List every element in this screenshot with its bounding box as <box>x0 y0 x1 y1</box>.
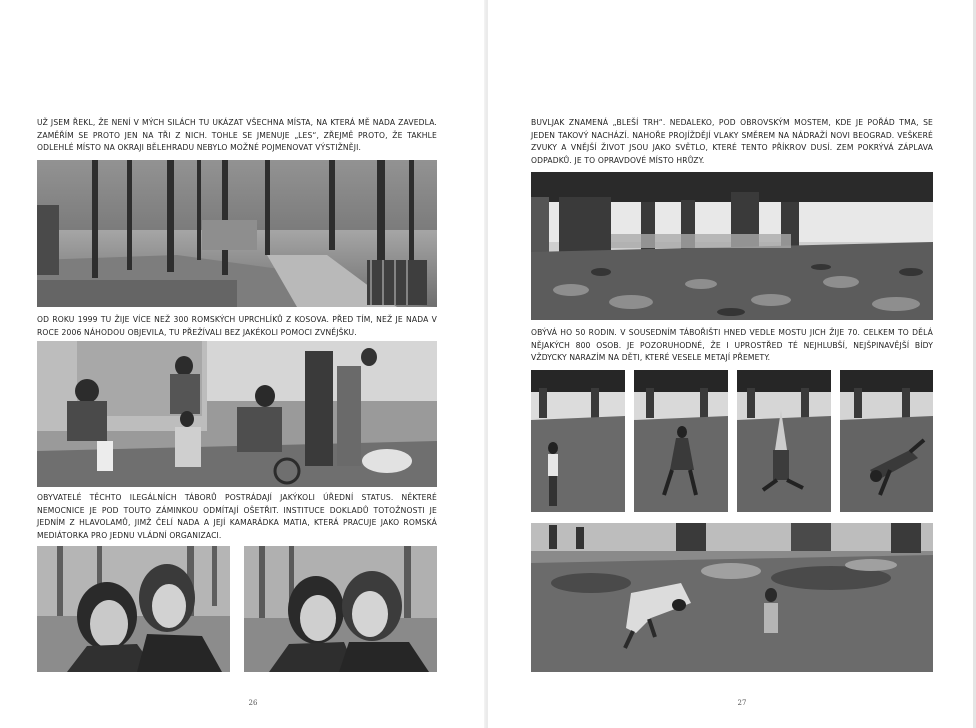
left-page-number: 26 <box>248 699 258 707</box>
right-page <box>488 0 976 728</box>
children-cartwheel-photo <box>531 523 933 672</box>
right-page-number: 27 <box>737 699 747 707</box>
family-outdoors-photo <box>37 341 437 487</box>
women-portrait-photo-2 <box>244 546 437 672</box>
cartwheel-frame-4 <box>840 370 933 512</box>
left-paragraph-3: OBYVATELÉ TĚCHTO ILEGÁLNÍCH TÁBORŮ POSTRÁDAJÍ JAKÝKOLI ÚŘEDNÍ STATUS. NĚKTERÉ NEMOCNICE JE POD TOUTO ZÁMINKOU ODMÍTAJÍ OŠETŘIT. INSTITUCE DOKLADŮ TOTOŽNOSTI JE JEDNÍM Z HLAVOLAMŮ, JIMŽ ČELÍ NADA A JEJÍ KAMARÁDKA MATIA, KTERÁ PRACUJE JAKO ROMSKÁ MEDIÁTORKA PRO JEDNU VLÁDNÍ ORGANIZACI. <box>37 493 437 540</box>
women-portrait-photo-1 <box>37 546 230 672</box>
left-page <box>0 0 486 728</box>
left-paragraph-2: OD ROKU 1999 TU ŽIJE VÍCE NEŽ 300 ROMSKÝCH UPRCHLÍKŮ Z KOSOVA. PŘED TÍM, NEŽ JE NADA V ROCE 2006 NÁHODOU OBJEVILA, TU PŘEŽÍVALI BEZ JAKÉKOLI POMOCI ZVNĚJŠKU. <box>37 315 437 337</box>
cartwheel-frame-1 <box>531 370 625 512</box>
bridge-dump-photo <box>531 172 933 320</box>
right-paragraph-2: OBÝVÁ HO 50 RODIN. V SOUSEDNÍM TÁBOŘIŠTI HNED VEDLE MOSTU JICH ŽIJE 70. CELKEM TO DĚLÁ NĚJAKÝCH 800 OSOB. JE POZORUHODNÉ, ŽE I UPROSTŘED TÉ NEJHLUBŠÍ, NEJŠPINAVĚJŠÍ BÍDY VŽDYCKY NARAZÍM NA DĚTI, KTERÉ VESELE METAJÍ PŘEMETY. <box>531 328 933 363</box>
right-paragraph-1: BUVLJAK ZNAMENÁ „BLEŠÍ TRH“. NEDALEKO, POD OBROVSKÝM MOSTEM, KDE JE POŘÁD TMA, SE JEDEN TAKOVÝ NACHÁZÍ. NAHOŘE PROJÍŽDĚJÍ VLAKY SMĚREM NA NÁDRAŽÍ NOVI BEOGRAD. VEŠKERÉ ZVUKY A VNĚJŠÍ ŽIVOT JSOU JAKO SVĚTLO, KTERÉ TENTO PŘÍKROV DUSÍ. ZEM POKRÝVÁ ZÁPLAVA ODPADKŮ. JE TO OPRAVDOVÉ MÍSTO HRŮZY. <box>531 118 933 165</box>
cartwheel-frame-2 <box>634 370 728 512</box>
cartwheel-frame-3 <box>737 370 831 512</box>
forest-camp-photo <box>37 160 437 307</box>
left-paragraph-1: UŽ JSEM ŘEKL, ŽE NENÍ V MÝCH SILÁCH TU UKÁZAT VŠECHNA MÍSTA, NA KTERÁ MĚ NADA ZAVEDLA. ZAMĚŘÍM SE PROTO JEN NA TŘI Z NICH. TOHLE SE JMENUJE „LES“, ZŘEJMĚ PROTO, ŽE TAKHLE ODLEHLÉ MÍSTO NA OKRAJI BĚLEHRADU NEBYLO MOŽNÉ POJMENOVAT VÝSTIŽNĚJI. <box>37 118 437 153</box>
